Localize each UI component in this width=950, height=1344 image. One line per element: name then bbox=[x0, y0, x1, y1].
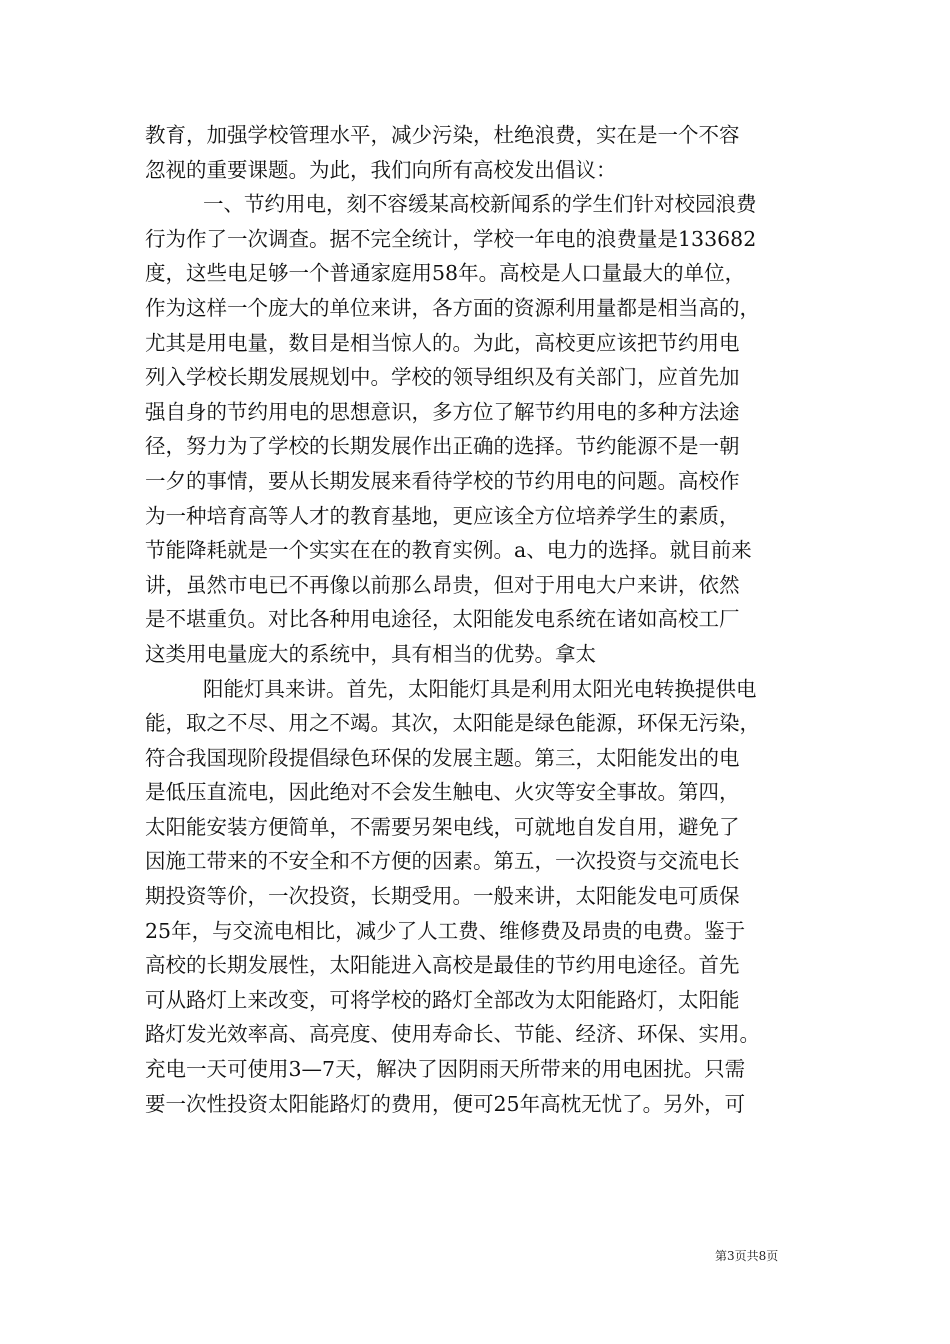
text-line: 路灯发光效率高、高亮度、使用寿命长、节能、经济、环保、实用。 bbox=[145, 1022, 760, 1047]
text-line: 要一次性投资太阳能路灯的费用，便可25年高枕无忧了。另外，可 bbox=[145, 1091, 746, 1116]
text-line: 高校的长期发展性，太阳能进入高校是最佳的节约用电途径。首先 bbox=[145, 953, 740, 978]
text-line: 是不堪重负。对比各种用电途径，太阳能发电系统在诸如高校工厂 bbox=[145, 607, 740, 632]
text-line: 讲，虽然市电已不再像以前那么昂贵，但对于用电大户来讲，依然 bbox=[145, 572, 740, 597]
text-line: 忽视的重要课题。为此，我们向所有高校发出倡议： bbox=[145, 157, 617, 182]
text-line: 能，取之不尽、用之不竭。其次，太阳能是绿色能源，环保无污染， bbox=[145, 711, 760, 736]
text-line: 尤其是用电量，数目是相当惊人的。为此，高校更应该把节约用电 bbox=[145, 330, 740, 355]
text-line: 充电一天可使用3—7天，解决了因阴雨天所带来的用电困扰。只需 bbox=[145, 1057, 746, 1082]
text-line: 行为作了一次调查。据不完全统计，学校一年电的浪费量是133682 bbox=[145, 226, 757, 251]
text-line: 节能降耗就是一个实实在在的教育实例。a、电力的选择。就目前来 bbox=[145, 538, 752, 563]
text-line: 一夕的事情，要从长期发展来看待学校的节约用电的问题。高校作 bbox=[145, 468, 740, 493]
text-line: 度，这些电足够一个普通家庭用58年。高校是人口量最大的单位， bbox=[145, 261, 746, 286]
text-line: 因施工带来的不安全和不方便的因素。第五，一次投资与交流电长 bbox=[145, 849, 740, 874]
text-line: 一、节约用电，刻不容缓某高校新闻系的学生们针对校园浪费 bbox=[203, 192, 757, 217]
text-line: 教育，加强学校管理水平，减少污染，杜绝浪费，实在是一个不容 bbox=[145, 123, 740, 147]
text-line: 期投资等价，一次投资，长期受用。一般来讲，太阳能发电可质保 bbox=[145, 884, 740, 909]
page-number: 第3页共8页 bbox=[715, 1249, 779, 1263]
text-line: 25年，与交流电相比，减少了人工费、维修费及昂贵的电费。鉴于 bbox=[145, 918, 746, 943]
text-line: 阳能灯具来讲。首先，太阳能灯具是利用太阳光电转换提供电 bbox=[203, 676, 757, 701]
text-line: 这类用电量庞大的系统中，具有相当的优势。拿太 bbox=[145, 641, 596, 666]
text-line: 符合我国现阶段提倡绿色环保的发展主题。第三，太阳能发出的电 bbox=[145, 745, 740, 770]
text-line: 列入学校长期发展规划中。学校的领导组织及有关部门，应首先加 bbox=[145, 365, 740, 390]
body-text bbox=[145, 118, 815, 1121]
text-line: 可从路灯上来改变，可将学校的路灯全部改为太阳能路灯，太阳能 bbox=[145, 987, 740, 1012]
text-line: 强自身的节约用电的思想意识，多方位了解节约用电的多种方法途 bbox=[145, 399, 740, 424]
text-line: 作为这样一个庞大的单位来讲，各方面的资源利用量都是相当高的， bbox=[145, 295, 760, 320]
text-line: 为一种培育高等人才的教育基地，更应该全方位培养学生的素质， bbox=[145, 503, 740, 528]
text-line: 径，努力为了学校的长期发展作出正确的选择。节约能源不是一朝 bbox=[145, 434, 740, 459]
text-line: 是低压直流电，因此绝对不会发生触电、火灾等安全事故。第四， bbox=[145, 780, 740, 805]
text-line: 太阳能安装方便简单，不需要另架电线，可就地自发自用，避免了 bbox=[145, 814, 740, 839]
